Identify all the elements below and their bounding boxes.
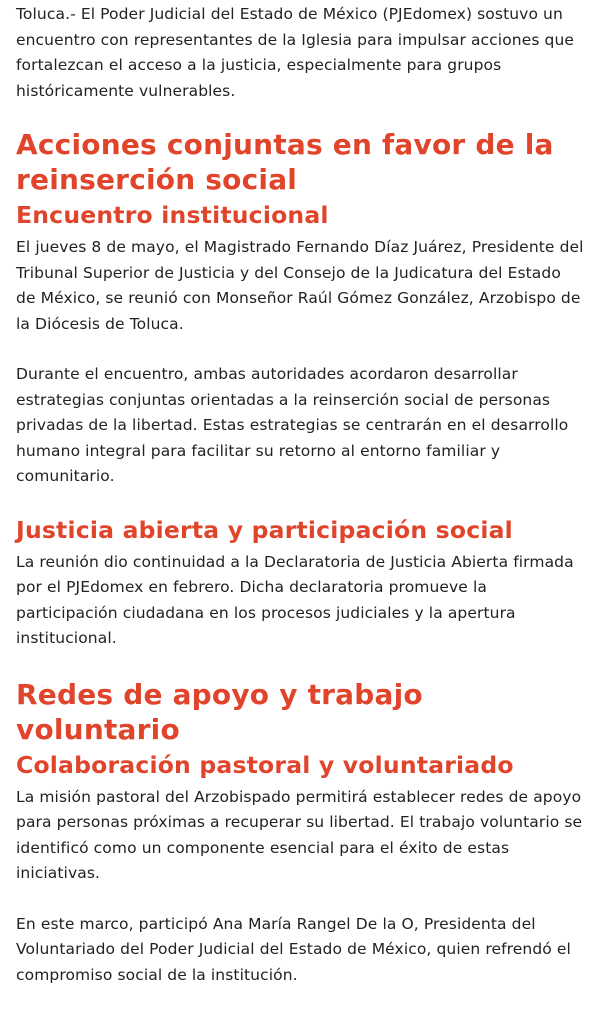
paragraph-colaboracion-1: La misión pastoral del Arzobispado permitirá establecer redes de apoyo para personas próximas a recuperar su libertad. El trabajo voluntario se identificó como un componente esencial para el éxito de estas iniciativas. — [16, 787, 583, 882]
section-heading-redes: Redes de apoyo y trabajo voluntario — [16, 677, 423, 746]
paragraph-encuentro-1: El jueves 8 de mayo, el Magistrado Fernando Díaz Juárez, Presidente del Tribunal Superior de Justicia y del Consejo de la Judicatura del Estado de México, se reunió con Monseñor Raúl Gómez González, Arzobispo de la Diócesis de Toluca. — [16, 238, 584, 333]
lead-paragraph: Toluca.- El Poder Judicial del Estado de México (PJEdomex) sostuvo un encuentro con representantes de la Iglesia para impulsar acciones que fortalezcan el acceso a la justicia, especialmente para grupos históricamente vulnerables. — [16, 5, 575, 100]
paragraph-encuentro-2: Durante el encuentro, ambas autoridades acordaron desarrollar estrategias conjuntas orientadas a la reinserción social de personas privadas de la libertad. Estas estrategias se centrarán en el desarrollo humano integral para facilitar su retorno al entorno familiar y comunitario. — [16, 365, 569, 485]
paragraph-justicia-abierta: La reunión dio continuidad a la Declaratoria de Justicia Abierta firmada por el PJEdomex en febrero. Dicha declaratoria promueve la participación ciudadana en los procesos judiciales y la apertura institucional. — [16, 552, 574, 647]
paragraph-colaboracion-2: En este marco, participó Ana María Rangel De la O, Presidenta del Voluntariado del Poder Judicial del Estado de México, quien refrendó el compromiso social de la institución. — [16, 914, 571, 984]
subheading-encuentro: Encuentro institucional — [16, 201, 329, 229]
section-heading-reinsercion: Acciones conjuntas en favor de la reinserción social — [16, 128, 554, 196]
subheading-colaboracion: Colaboración pastoral y voluntariado — [16, 750, 514, 779]
subheading-justicia-abierta: Justicia abierta y participación social — [16, 515, 513, 544]
